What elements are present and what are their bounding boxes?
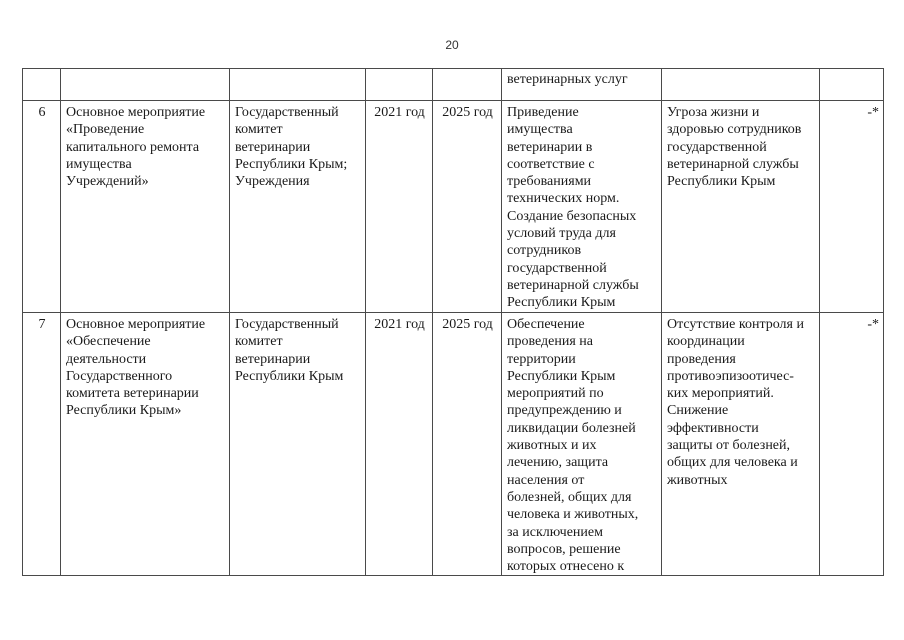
text-line: Республики Крым (507, 295, 616, 311)
text-line: животных (667, 472, 728, 488)
text-line: деятельности (66, 351, 147, 367)
text-line: предупреждению и (507, 403, 622, 419)
text-line: Обеспечение (507, 317, 585, 332)
text-line: Основное мероприятие (66, 105, 206, 120)
text-line: болезней, общих для (507, 489, 632, 505)
cell-start-year (366, 69, 433, 101)
text-line: ликвидации болезней (507, 420, 636, 436)
text-line: комитет (235, 334, 283, 350)
text-line: Отсутствие контроля и (667, 317, 804, 332)
text-line: Государственный (235, 105, 339, 120)
text-line: имущества (66, 156, 132, 172)
table-row-continuation (23, 69, 884, 101)
text-line: государственной (667, 139, 767, 155)
text-line: противоэпизоотичес- (667, 368, 794, 384)
cell-event (61, 69, 230, 101)
note: -* (820, 313, 884, 576)
text-line: требованиями (507, 174, 592, 190)
text-line: общих для человека и (667, 455, 798, 471)
program-events-table (22, 68, 884, 576)
text-line: Республики Крым» (66, 403, 182, 419)
start-year: 2021 год (366, 101, 433, 313)
text-line: соответствие с (507, 156, 595, 172)
text-line: Республики Крым; (235, 156, 348, 172)
text-line: за исключением (507, 524, 603, 540)
cell-result: ветеринарных услуг (502, 69, 662, 101)
text-line: условий труда для (507, 226, 616, 242)
cell-executor (230, 69, 366, 101)
table-row (23, 101, 884, 313)
text-line: вопросов, решение (507, 541, 621, 557)
event-name (61, 101, 230, 313)
cell-end-year (433, 69, 502, 101)
text-line: ветеринарии (235, 351, 311, 367)
end-year: 2025 год (433, 313, 502, 576)
text-line: координации (667, 334, 745, 350)
text-line: проведения (667, 351, 736, 367)
text-line: ветеринарной службы (507, 277, 639, 293)
text-line: Республики Крым (235, 368, 344, 384)
table-row (23, 313, 884, 576)
text-line: территории (507, 351, 576, 367)
text-line: сотрудников (507, 243, 582, 259)
text-line: Республики Крым (667, 174, 776, 190)
text-line: государственной (507, 260, 607, 276)
text-line: защиты от болезней, (667, 438, 791, 454)
text-line: капитального ремонта (66, 139, 200, 155)
page-number: 20 (445, 38, 459, 52)
text-line: ветеринарии в (507, 139, 593, 155)
text-line: технических норм. (507, 191, 620, 207)
text-line: населения от (507, 472, 585, 488)
text-line: Создание безопасных (507, 208, 637, 224)
text-line: мероприятий по (507, 386, 604, 402)
text-line: человека и животных, (507, 507, 639, 523)
cell-risk (662, 69, 820, 101)
event-name (61, 313, 230, 576)
text-line: Угроза жизни и (667, 105, 760, 120)
executor (230, 313, 366, 576)
text-line: Учреждений» (66, 174, 149, 190)
text-line: ветеринарной службы (667, 156, 799, 172)
text-line: «Обеспечение (66, 334, 151, 350)
text-line: Учреждения (235, 174, 310, 190)
expected-result (502, 101, 662, 313)
executor (230, 101, 366, 313)
text-line: Основное мероприятие (66, 317, 206, 332)
cell-note (820, 69, 884, 101)
risk-consequence (662, 101, 820, 313)
text-line: проведения на (507, 334, 594, 350)
row-number: 7 (23, 313, 61, 576)
risk-consequence (662, 313, 820, 576)
text-line: Приведение (507, 105, 579, 120)
text-line: «Проведение (66, 122, 145, 138)
row-number: 6 (23, 101, 61, 313)
text-line: ветеринарии (235, 139, 311, 155)
text-line: комитета ветеринарии (66, 386, 199, 402)
text-line: Государственного (66, 368, 173, 384)
text-line: животных и их (507, 438, 597, 454)
text-line: комитет (235, 122, 283, 138)
text-line: лечению, защита (507, 455, 609, 471)
text-line: Государственный (235, 317, 339, 332)
text-line: здоровью сотрудников (667, 122, 802, 138)
text-line: ких мероприятий. (667, 386, 774, 402)
expected-result (502, 313, 662, 576)
cell-num (23, 69, 61, 101)
end-year: 2025 год (433, 101, 502, 313)
text-line: Республики Крым (507, 368, 616, 384)
text-line: эффективности (667, 420, 759, 436)
text-line: Снижение (667, 403, 729, 419)
text-line: которых отнесено к (507, 559, 625, 575)
note: -* (820, 101, 884, 313)
start-year: 2021 год (366, 313, 433, 576)
text-line: имущества (507, 122, 573, 138)
